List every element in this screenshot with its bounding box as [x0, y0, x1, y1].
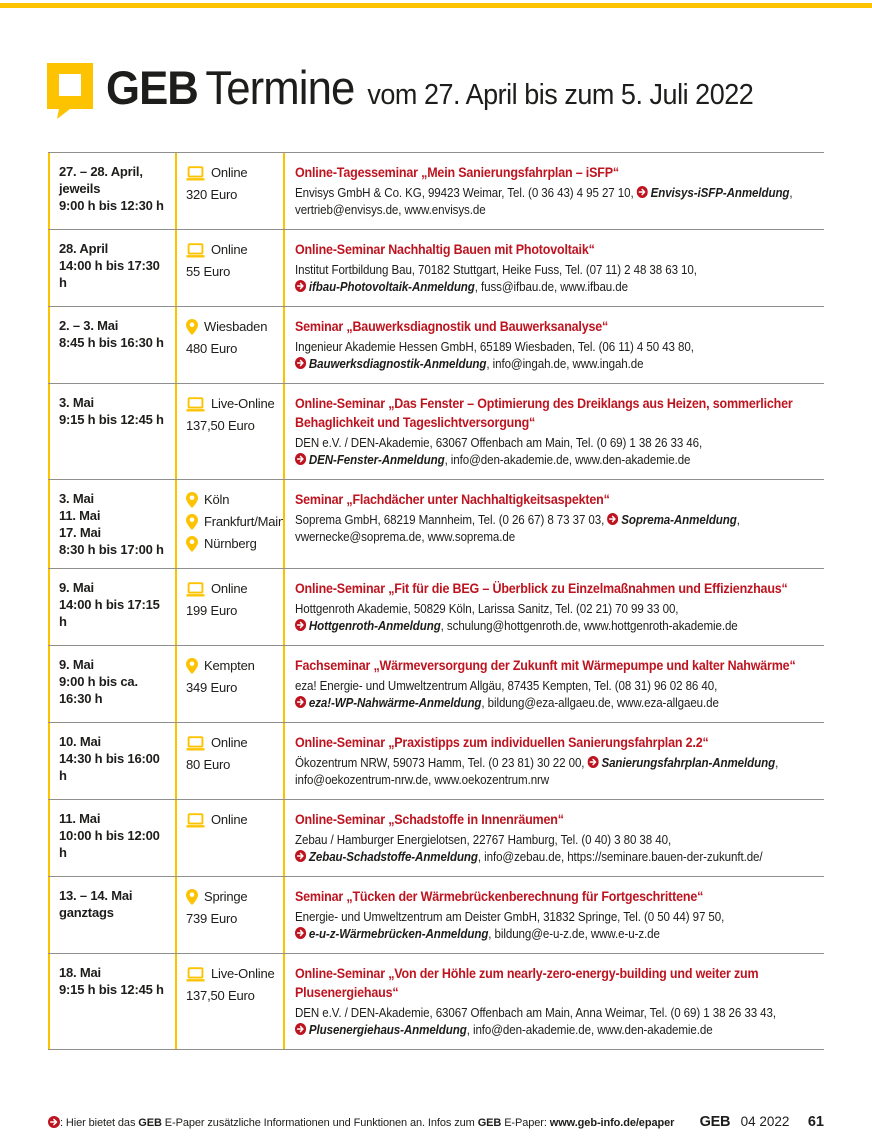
venue-label: Online	[211, 812, 248, 827]
venue-label: Kempten	[204, 658, 255, 673]
epaper-link-icon	[295, 696, 306, 710]
laptop-icon	[186, 736, 205, 751]
venue-item	[186, 490, 279, 510]
top-accent-bar	[0, 3, 872, 8]
venue-item	[186, 887, 279, 907]
event-dates	[48, 153, 175, 229]
page-title: Termine	[205, 61, 355, 114]
venue-item	[186, 512, 286, 532]
epaper-registration-link[interactable]	[295, 696, 481, 710]
epaper-registration-link-label: Soprema-Anmeldung	[621, 513, 737, 527]
laptop-icon	[186, 813, 205, 828]
epaper-link-icon	[295, 619, 306, 633]
event-date-line: 10. Mai	[59, 734, 101, 749]
event-details: Soprema GmbH, 68219 Mannheim, Tel. (0 26 67) 8 73 37 03, Soprema-Anmeldung, vwernecke@soprema.de, www.soprema.de	[295, 513, 740, 544]
venue-label: Online	[211, 735, 248, 750]
event-dates	[48, 723, 175, 799]
location-pin-icon	[186, 889, 198, 905]
event-venue	[175, 230, 283, 306]
event-main	[283, 153, 824, 229]
footer-brand: GEB	[699, 1114, 731, 1130]
event-main	[283, 954, 824, 1049]
epaper-link-icon	[295, 1023, 306, 1037]
event-date-line: 27. – 28. April, jeweils	[59, 164, 143, 196]
event-title: Online-Seminar „Von der Höhle zum nearly-zero-energy-building und weiter zum Plusenergiehaus“	[295, 965, 759, 1000]
event-date-line: 13. – 14. Mai	[59, 888, 133, 903]
event-title: Online-Seminar „Fit für die BEG – Überblick zu Einzelmaßnahmen und Effizienzhaus“	[295, 580, 788, 596]
event-price: 739 Euro	[186, 911, 238, 926]
laptop-icon	[186, 243, 205, 258]
epaper-link-icon	[295, 927, 306, 941]
geb-logo-icon	[46, 62, 96, 124]
event-row	[48, 307, 824, 384]
event-dates	[48, 877, 175, 953]
venue-label: Nürnberg	[204, 536, 257, 551]
event-venue	[175, 153, 283, 229]
event-details: Institut Fortbildung Bau, 70182 Stuttgart, Heike Fuss, Tel. (07 11) 2 48 38 63 10, ifbau-Photovoltaik-Anmeldung, fuss@ifbau.de, www.ifbau.de	[295, 263, 697, 294]
event-price: 55 Euro	[186, 264, 231, 279]
event-date-line: ganztags	[59, 905, 114, 920]
venue-label: Online	[211, 165, 248, 180]
event-date-line: 8:45 h bis 16:30 h	[59, 335, 164, 350]
location-pin-icon	[186, 319, 198, 335]
event-title: Online-Seminar Nachhaltig Bauen mit Photovoltaik“	[295, 241, 595, 257]
epaper-link-icon	[588, 756, 599, 770]
event-dates	[48, 384, 175, 479]
event-details: Envisys GmbH & Co. KG, 99423 Weimar, Tel. (0 36 43) 4 95 27 10, Envisys-iSFP-Anmeldung, vertrieb@envisys.de, www.envisys.de	[295, 186, 793, 217]
event-date-line: 9. Mai	[59, 657, 94, 672]
event-title: Online-Seminar „Schadstoffe in Innenräumen“	[295, 811, 564, 827]
event-dates	[48, 480, 175, 568]
event-venue	[175, 480, 286, 568]
venue-item	[186, 810, 279, 830]
epaper-registration-link[interactable]	[588, 756, 776, 770]
venue-label: Frankfurt/Main	[204, 514, 286, 529]
venue-item	[186, 534, 279, 554]
laptop-icon	[186, 166, 205, 181]
event-main	[283, 480, 824, 568]
event-details: DEN e.V. / DEN-Akademie, 63067 Offenbach am Main, Tel. (0 69) 1 38 26 33 46, DEN-Fenster-Anmeldung, info@den-akademie.de, www.den-akademie.de	[295, 436, 703, 467]
venue-label: Live-Online	[211, 396, 275, 411]
epaper-registration-link-label: Hottgenroth-Anmeldung	[308, 619, 441, 633]
event-date-line: 14:00 h bis 17:30 h	[59, 258, 160, 290]
event-row	[48, 800, 824, 877]
epaper-link-icon	[48, 1117, 60, 1129]
event-venue	[175, 877, 283, 953]
venue-item	[186, 394, 279, 414]
event-dates	[48, 954, 175, 1049]
event-main	[283, 230, 824, 306]
laptop-icon	[186, 967, 205, 982]
event-date-line: 18. Mai	[59, 965, 101, 980]
event-price: 349 Euro	[186, 680, 238, 695]
events-table	[48, 152, 824, 1050]
event-details: Energie- und Umweltzentrum am Deister GmbH, 31832 Springe, Tel. (0 50 44) 97 50, e-u-z-Wärmebrücken-Anmeldung, bildung@e-u-z.de, www.e-u-z.de	[295, 910, 725, 941]
event-price: 137,50 Euro	[186, 418, 255, 433]
laptop-icon	[186, 582, 205, 597]
epaper-registration-link-label: Plusenergiehaus-Anmeldung	[308, 1023, 467, 1037]
event-main	[283, 569, 824, 645]
epaper-link-icon	[637, 186, 648, 200]
event-price: 80 Euro	[186, 757, 231, 772]
event-row	[48, 646, 824, 723]
epaper-registration-link[interactable]	[295, 453, 445, 467]
event-title: Seminar „Tücken der Wärmebrückenberechnung für Fortgeschrittene“	[295, 888, 704, 904]
epaper-registration-link-label: Sanierungsfahrplan-Anmeldung	[601, 756, 776, 770]
venue-label: Online	[211, 242, 248, 257]
footer-page-number: 61	[807, 1114, 824, 1130]
event-dates	[48, 569, 175, 645]
epaper-registration-link[interactable]	[295, 280, 475, 294]
event-row	[48, 954, 824, 1050]
event-details: Ingenieur Akademie Hessen GmbH, 65189 Wiesbaden, Tel. (06 11) 4 50 43 80, Bauwerksdiagnostik-Anmeldung, info@ingah.de, www.ingah.de	[295, 340, 694, 371]
event-date-line: 17. Mai	[59, 525, 101, 540]
event-row	[48, 723, 824, 800]
event-title: Seminar „Flachdächer unter Nachhaltigkeitsaspekten“	[295, 491, 610, 507]
event-title: Online-Seminar „Das Fenster – Optimierung des Dreiklangs aus Heizen, sommerlicher Behaglichkeit und Tageslichtversorgung“	[295, 395, 793, 430]
footer-bold-text: www.geb-info.de/epaper	[549, 1117, 675, 1129]
event-date-line: 2. – 3. Mai	[59, 318, 119, 333]
event-venue	[175, 307, 283, 383]
event-price: 137,50 Euro	[186, 988, 255, 1003]
event-row	[48, 384, 824, 480]
epaper-link-icon	[295, 357, 306, 371]
event-date-line: 9. Mai	[59, 580, 94, 595]
event-main	[283, 307, 824, 383]
event-dates	[48, 800, 175, 876]
epaper-registration-link[interactable]	[637, 186, 790, 200]
venue-label: Wiesbaden	[204, 319, 268, 334]
event-date-line: 14:00 h bis 17:15 h	[59, 597, 160, 629]
event-main	[283, 800, 824, 876]
event-venue	[175, 800, 283, 876]
epaper-registration-link-label: Envisys-iSFP-Anmeldung	[650, 186, 790, 200]
laptop-icon	[186, 397, 205, 412]
event-row	[48, 569, 824, 646]
venue-label: Springe	[204, 889, 248, 904]
event-date-line: 10:00 h bis 12:00 h	[59, 828, 160, 860]
venue-label: Online	[211, 581, 248, 596]
venue-item	[186, 579, 279, 599]
venue-item	[186, 240, 279, 260]
epaper-link-icon	[607, 513, 618, 527]
epaper-link-icon	[295, 453, 306, 467]
epaper-note: : Hier bietet das GEB E-Paper zusätzliche Informationen und Funktionen an. Infos zum GEB E-Paper: www.geb-info.de/epaper	[48, 1116, 674, 1130]
event-row	[48, 230, 824, 307]
epaper-registration-link[interactable]	[295, 927, 488, 941]
event-price: 480 Euro	[186, 341, 238, 356]
location-pin-icon	[186, 492, 198, 508]
event-title: Online-Seminar „Praxistipps zum individuellen Sanierungsfahrplan 2.2“	[295, 734, 709, 750]
footer-bold-text: GEB	[138, 1117, 162, 1129]
venue-item	[186, 733, 279, 753]
epaper-registration-link[interactable]	[295, 619, 441, 633]
event-details: eza! Energie- und Umweltzentrum Allgäu, 87435 Kempten, Tel. (08 31) 96 02 86 40, eza!-WP-Nahwärme-Anmeldung, bildung@eza-allgaeu.de, www.eza-allgaeu.de	[295, 679, 719, 710]
event-date-line: 9:15 h bis 12:45 h	[59, 982, 164, 997]
event-venue	[175, 954, 283, 1049]
event-row	[48, 480, 824, 569]
venue-item	[186, 317, 279, 337]
event-title: Seminar „Bauwerksdiagnostik und Bauwerksanalyse“	[295, 318, 609, 334]
epaper-link-icon	[295, 850, 306, 864]
event-date-line: 8:30 h bis 17:00 h	[59, 542, 164, 557]
venue-item	[186, 964, 279, 984]
event-main	[283, 877, 824, 953]
epaper-registration-link-label: DEN-Fenster-Anmeldung	[308, 453, 445, 467]
location-pin-icon	[186, 514, 198, 530]
event-title: Online-Tagesseminar „Mein Sanierungsfahrplan – iSFP“	[295, 164, 619, 180]
event-price: 199 Euro	[186, 603, 238, 618]
event-details: Zebau / Hamburger Energielotsen, 22767 Hamburg, Tel. (0 40) 3 80 38 40, Zebau-Schadstoffe-Anmeldung, info@zebau.de, https://seminare.bauen-der-zukunft.de/	[295, 833, 763, 864]
event-main	[283, 384, 824, 479]
event-main	[283, 723, 824, 799]
epaper-registration-link[interactable]	[295, 1023, 467, 1037]
event-dates	[48, 230, 175, 306]
epaper-registration-link-label: e-u-z-Wärmebrücken-Anmeldung	[308, 927, 489, 941]
location-pin-icon	[186, 658, 198, 674]
event-details: Ökozentrum NRW, 59073 Hamm, Tel. (0 23 81) 30 22 00, Sanierungsfahrplan-Anmeldung, info@oekozentrum-nrw.de, www.oekozentrum.nrw	[295, 756, 779, 787]
event-details: DEN e.V. / DEN-Akademie, 63067 Offenbach am Main, Anna Weimar, Tel. (0 69) 1 38 26 33 43, Plusenergiehaus-Anmeldung, info@den-akademie.de, www.den-akademie.de	[295, 1006, 776, 1037]
epaper-link-icon	[295, 280, 306, 294]
page-header	[46, 62, 802, 124]
event-date-line: 11. Mai	[59, 508, 101, 523]
venue-item	[186, 656, 279, 676]
epaper-registration-link-label: Zebau-Schadstoffe-Anmeldung	[308, 850, 478, 864]
event-date-line: 3. Mai	[59, 491, 94, 506]
page-footer	[48, 1113, 824, 1131]
footer-issue-number: 04 2022	[740, 1114, 790, 1129]
epaper-registration-link[interactable]	[295, 357, 486, 371]
event-details: Hottgenroth Akademie, 50829 Köln, Larissa Sanitz, Tel. (02 21) 70 99 33 00, Hottgenroth-Anmeldung, schulung@hottgenroth.de, www.hottgenroth-akademie.de	[295, 602, 738, 633]
event-date-line: 11. Mai	[59, 811, 101, 826]
event-date-line: 3. Mai	[59, 395, 94, 410]
epaper-registration-link-label: Bauwerksdiagnostik-Anmeldung	[308, 357, 487, 371]
event-title: Fachseminar „Wärmeversorgung der Zukunft mit Wärmepumpe und kalter Nahwärme“	[295, 657, 796, 673]
brand-name: GEB	[106, 61, 198, 114]
event-row	[48, 153, 824, 230]
event-date-line: 9:15 h bis 12:45 h	[59, 412, 164, 427]
event-venue	[175, 723, 283, 799]
event-dates	[48, 307, 175, 383]
event-date-line: 14:30 h bis 16:00 h	[59, 751, 160, 783]
venue-label: Köln	[204, 492, 230, 507]
issue-info	[700, 1113, 824, 1131]
epaper-registration-link-label: ifbau-Photovoltaik-Anmeldung	[308, 280, 475, 294]
venue-item	[186, 163, 279, 183]
event-dates	[48, 646, 175, 722]
event-price: 320 Euro	[186, 187, 238, 202]
epaper-registration-link[interactable]	[607, 513, 736, 527]
event-venue	[175, 384, 283, 479]
venue-label: Live-Online	[211, 966, 275, 981]
footer-bold-text: GEB	[477, 1117, 502, 1129]
epaper-registration-link-label: eza!-WP-Nahwärme-Anmeldung	[308, 696, 482, 710]
event-date-line: 9:00 h bis 12:30 h	[59, 198, 164, 213]
epaper-registration-link[interactable]	[295, 850, 478, 864]
event-date-line: 28. April	[59, 241, 109, 256]
event-venue	[175, 646, 283, 722]
event-main	[283, 646, 824, 722]
event-row	[48, 877, 824, 954]
page-subtitle: vom 27. April bis zum 5. Juli 2022	[367, 79, 754, 111]
event-venue	[175, 569, 283, 645]
location-pin-icon	[186, 536, 198, 552]
event-date-line: 9:00 h bis ca. 16:30 h	[59, 674, 138, 706]
